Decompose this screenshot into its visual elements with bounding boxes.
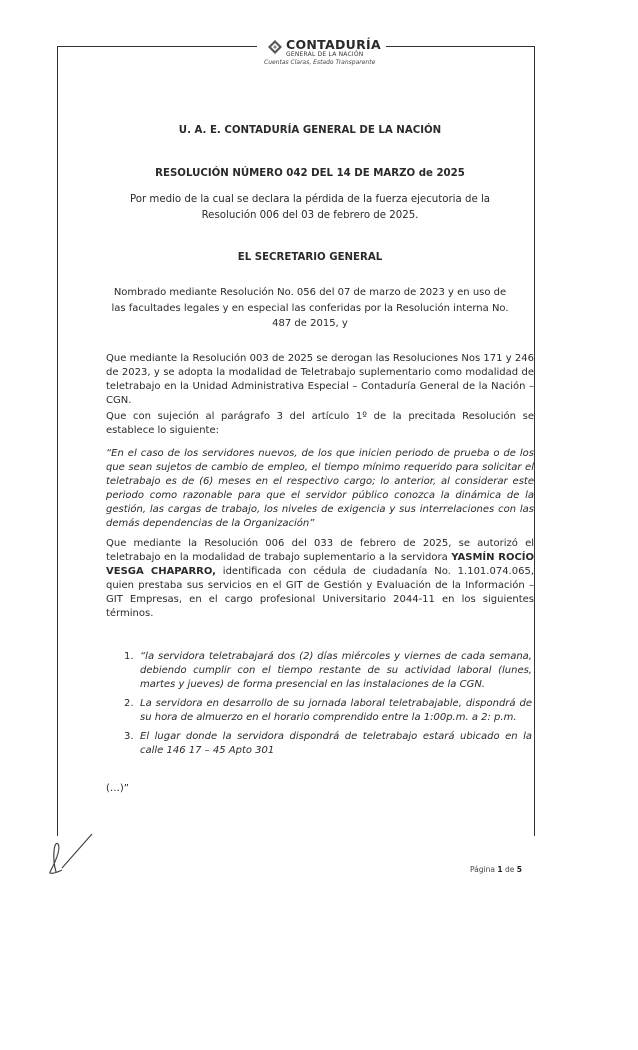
header-logo bbox=[262, 37, 382, 71]
list-item-number: 3. bbox=[124, 731, 134, 742]
signer-title: EL SECRETARIO GENERAL bbox=[237, 252, 383, 263]
appointment-line-3: 487 de 2015, y bbox=[272, 318, 348, 329]
frame-top-left-line bbox=[57, 46, 257, 47]
quoted-paragraph: “En el caso de los servidores nuevos, de los que inicien periodo de prueba o de los que sean sujetos de cambio de empleo, el tiempo mínimo requerido para solicitar el teletrabajo es de (6) meses en el respectivo cargo; lo anterior, al considerar este periodo como razonable para que el servidor público conozca la dinámica de la gestión, las cargas de trabajo, los niveles de exigencia y sus interrelaciones con las demás dependencias de la Organización” bbox=[106, 448, 534, 529]
subtitle-line-1: Por medio de la cual se declara la pérdida de la fuerza ejecutoria de la bbox=[129, 194, 491, 205]
frame-left-line bbox=[57, 46, 58, 836]
resolution-title: RESOLUCIÓN NÚMERO 042 DEL 14 DE MARZO de 2025 bbox=[155, 168, 465, 179]
appointment-line-2: las facultades legales y en especial las conferidas por la Resolución interna No. bbox=[111, 302, 509, 314]
logo-tagline: Cuentas Claras, Estado Transparente bbox=[264, 59, 376, 66]
list-item bbox=[124, 650, 532, 692]
page-of: de bbox=[504, 865, 515, 874]
page-current: 1 bbox=[497, 865, 503, 874]
terms-list bbox=[124, 650, 532, 763]
list-item-number: 2. bbox=[124, 698, 134, 709]
list-item-number: 1. bbox=[124, 651, 134, 662]
closing-ellipsis: (…)” bbox=[106, 783, 129, 794]
logo-name: CONTADURÍA bbox=[286, 37, 381, 52]
list-item-text: “la servidora teletrabajará dos (2) días miércoles y viernes de cada semana, debiendo cumplir con el tiempo restante de su actividad laboral (lunes, martes y jueves) de forma presencial en las instalaciones de la CGN. bbox=[140, 651, 532, 690]
considerando-paragraph-3 bbox=[106, 537, 534, 621]
considerando-paragraph-1: Que mediante la Resolución 003 de 2025 se derogan las Resoluciones Nos 171 y 246 de 2023, y se adopta la modalidad de Teletrabajo suplementario como modalidad de teletrabajo en la Unidad Administrativa Especial – Contaduría General de la Nación – CGN. bbox=[106, 353, 534, 406]
handwritten-initial-signature bbox=[40, 828, 110, 878]
subtitle-line-2: Resolución 006 del 03 de febrero de 2025. bbox=[201, 210, 419, 221]
contaduria-logo-icon bbox=[264, 39, 286, 61]
considerando-paragraph-2: Que con sujeción al parágrafo 3 del artículo 1º de la precitada Resolución se establece lo siguiente: bbox=[106, 411, 534, 436]
page-prefix: Página bbox=[470, 865, 495, 874]
list-item bbox=[124, 697, 532, 725]
list-item-text: El lugar donde la servidora dispondrá de teletrabajo estará ubicado en la calle 146 17 – 45 Apto 301 bbox=[140, 731, 532, 756]
list-item-text: La servidora en desarrollo de su jornada laboral teletrabajable, dispondrá de su hora de almuerzo en el horario comprendido entre la 1:00p.m. a 2: p.m. bbox=[140, 698, 532, 723]
appointment-line-1: Nombrado mediante Resolución No. 056 del 07 de marzo de 2023 y en uso de bbox=[113, 287, 507, 298]
logo-subtitle: GENERAL DE LA NACIÓN bbox=[286, 51, 364, 58]
list-item bbox=[124, 730, 532, 758]
servant-name: YASMÍN ROCÍO VESGA CHAPARRO, bbox=[106, 552, 534, 577]
appointment-statement bbox=[85, 285, 535, 332]
entity-title: U. A. E. CONTADURÍA GENERAL DE LA NACIÓN bbox=[178, 125, 442, 136]
paragraph-3-text-b: identificada con cédula de ciudadanía No. 1.101.074.065, quien prestaba sus servicios en el GIT de Gestión y Evaluación de la Información – GIT Empresas, en el cargo profesional Universitario 2044-11 en los siguientes términos. bbox=[106, 566, 534, 619]
paragraph-3-text-a: Que mediante la Resolución 006 del 033 de febrero de 2025, se autorizó el teletrabajo en la modalidad de trabajo suplementario a la servidora bbox=[106, 538, 534, 563]
page-total: 5 bbox=[516, 865, 522, 874]
resolution-subtitle bbox=[85, 192, 535, 224]
frame-top-right-line bbox=[386, 46, 534, 47]
frame-right-line bbox=[534, 46, 535, 836]
page-number bbox=[470, 865, 522, 874]
